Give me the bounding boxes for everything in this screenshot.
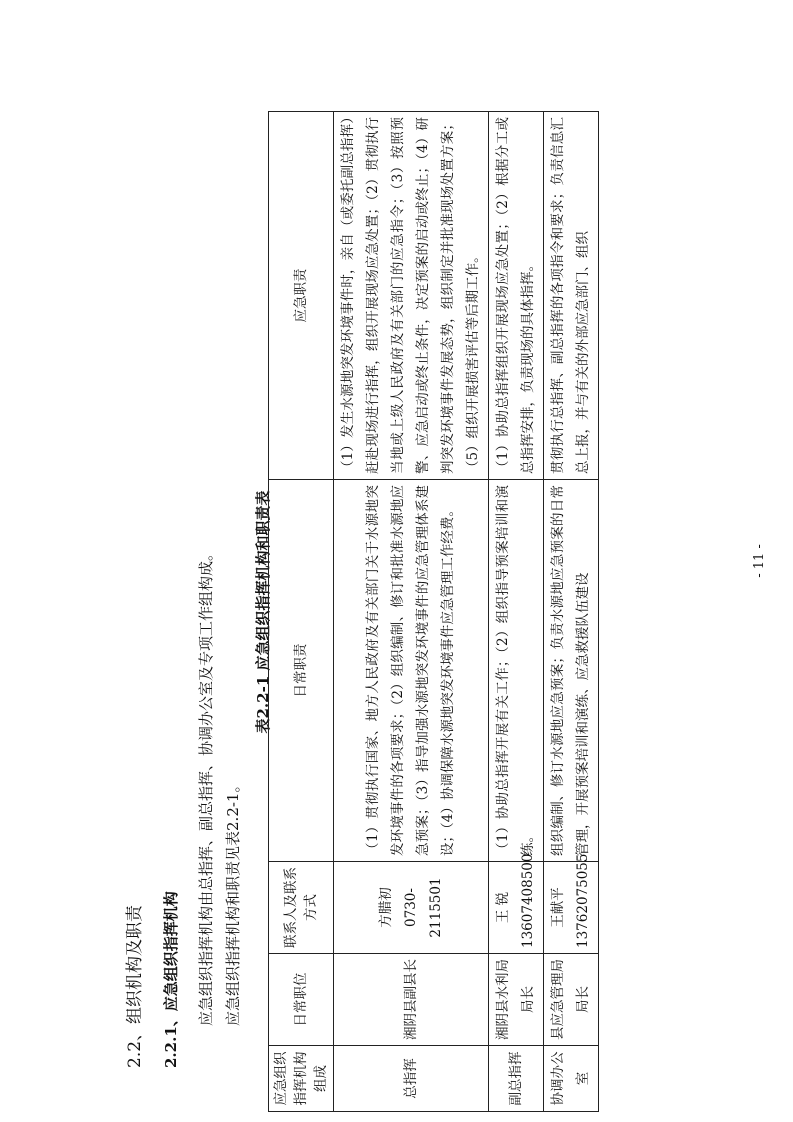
daily-duty-cell: （1）协助总指挥开展有关工作；（2）组织指导预案培训和演练。 — [489, 480, 544, 862]
table-header-row — [269, 112, 334, 1112]
emergency-duty-cell: （1）发生水源地突发环境事件时，亲自（或委托副总指挥）赶赴现场进行指挥，组织开展现场应急处置；（2）贯彻执行当地或上级人民政府及有关部门的应急指令；（3）按照预警、应急启动或终止条件，决定预案的启动或终止；（4）研判突发环境事件发展态势，组织制定并批准现场处置方案；（5）组织开展损害评估等后期工作。 — [334, 112, 489, 480]
table-row — [544, 112, 599, 1112]
role-cell: 副总指挥 — [489, 1046, 544, 1112]
table-caption: 表2.2-1 应急组织指挥机构和职责表 — [254, 490, 272, 734]
position-cell: 县应急管理局局长 — [544, 954, 599, 1046]
section-heading: 2.2、组织机构及职责 — [125, 904, 145, 1068]
position-cell: 湘阴县副县长 — [334, 954, 489, 1046]
contact-phone: 13762075055 — [575, 853, 591, 948]
contact-name: 王 锐 — [495, 891, 511, 924]
position-cell: 湘阴县水利局局长 — [489, 954, 544, 1046]
paragraph-structure: 应急组织指挥机构由总指挥、副总指挥、协调办公室及专项工作组构成。 — [197, 545, 215, 1026]
table-row — [489, 112, 544, 1112]
emergency-duty-cell: （1）协助总指挥组织开展现场应急处置；（2）根据分工或总指挥安排，负责现场的具体指挥。 — [489, 112, 544, 480]
header-cell: 日常职位 — [269, 954, 334, 1046]
role-cell: 总指挥 — [334, 1046, 489, 1112]
command-structure-table — [268, 111, 599, 1112]
daily-duty-cell: 组织编制、修订水源地应急预案；负责水源地应急预案的日常管理，开展预案培训和演练、应急救援队伍建设 — [544, 480, 599, 862]
contact-phone: 13607408500 — [520, 853, 536, 948]
header-cell: 联系人及联系方式 — [269, 862, 334, 954]
contact-phone: 0730-2115501 — [402, 877, 444, 938]
daily-duty-cell: （1）贯彻执行国家、地方人民政府及有关部门关于水源地突发环境事件的各项要求；（2）组织编制、修订和批准水源地应急预案；（3）指导加强水源地突发环境事件的应急管理体系建设；（4）协调保障水源地突发环境事件应急管理工作经费。 — [334, 480, 489, 862]
subsection-heading: 2.2.1、应急组织指挥机构 — [162, 891, 180, 1068]
contact-cell — [544, 853, 599, 954]
role-cell: 协调办公室 — [544, 1046, 599, 1112]
contact-cell — [334, 862, 489, 954]
header-cell: 日常职责 — [269, 480, 334, 862]
header-cell: 应急组织指挥机构组成 — [269, 1046, 334, 1112]
header-cell: 应急职责 — [269, 112, 334, 480]
paragraph-table-reference: 应急组织指挥机构和职责见表2.2-1。 — [224, 777, 242, 1026]
contact-name: 王献平 — [550, 887, 566, 928]
contact-name: 方腊初 — [377, 887, 394, 928]
contact-cell — [489, 853, 544, 954]
page-number: - 11 - — [752, 544, 767, 578]
emergency-duty-cell: 贯彻执行总指挥、副总指挥的各项指令和要求；负责信息汇总上报，并与有关的外部应急部门、组织 — [544, 112, 599, 480]
table-row — [334, 112, 489, 1112]
